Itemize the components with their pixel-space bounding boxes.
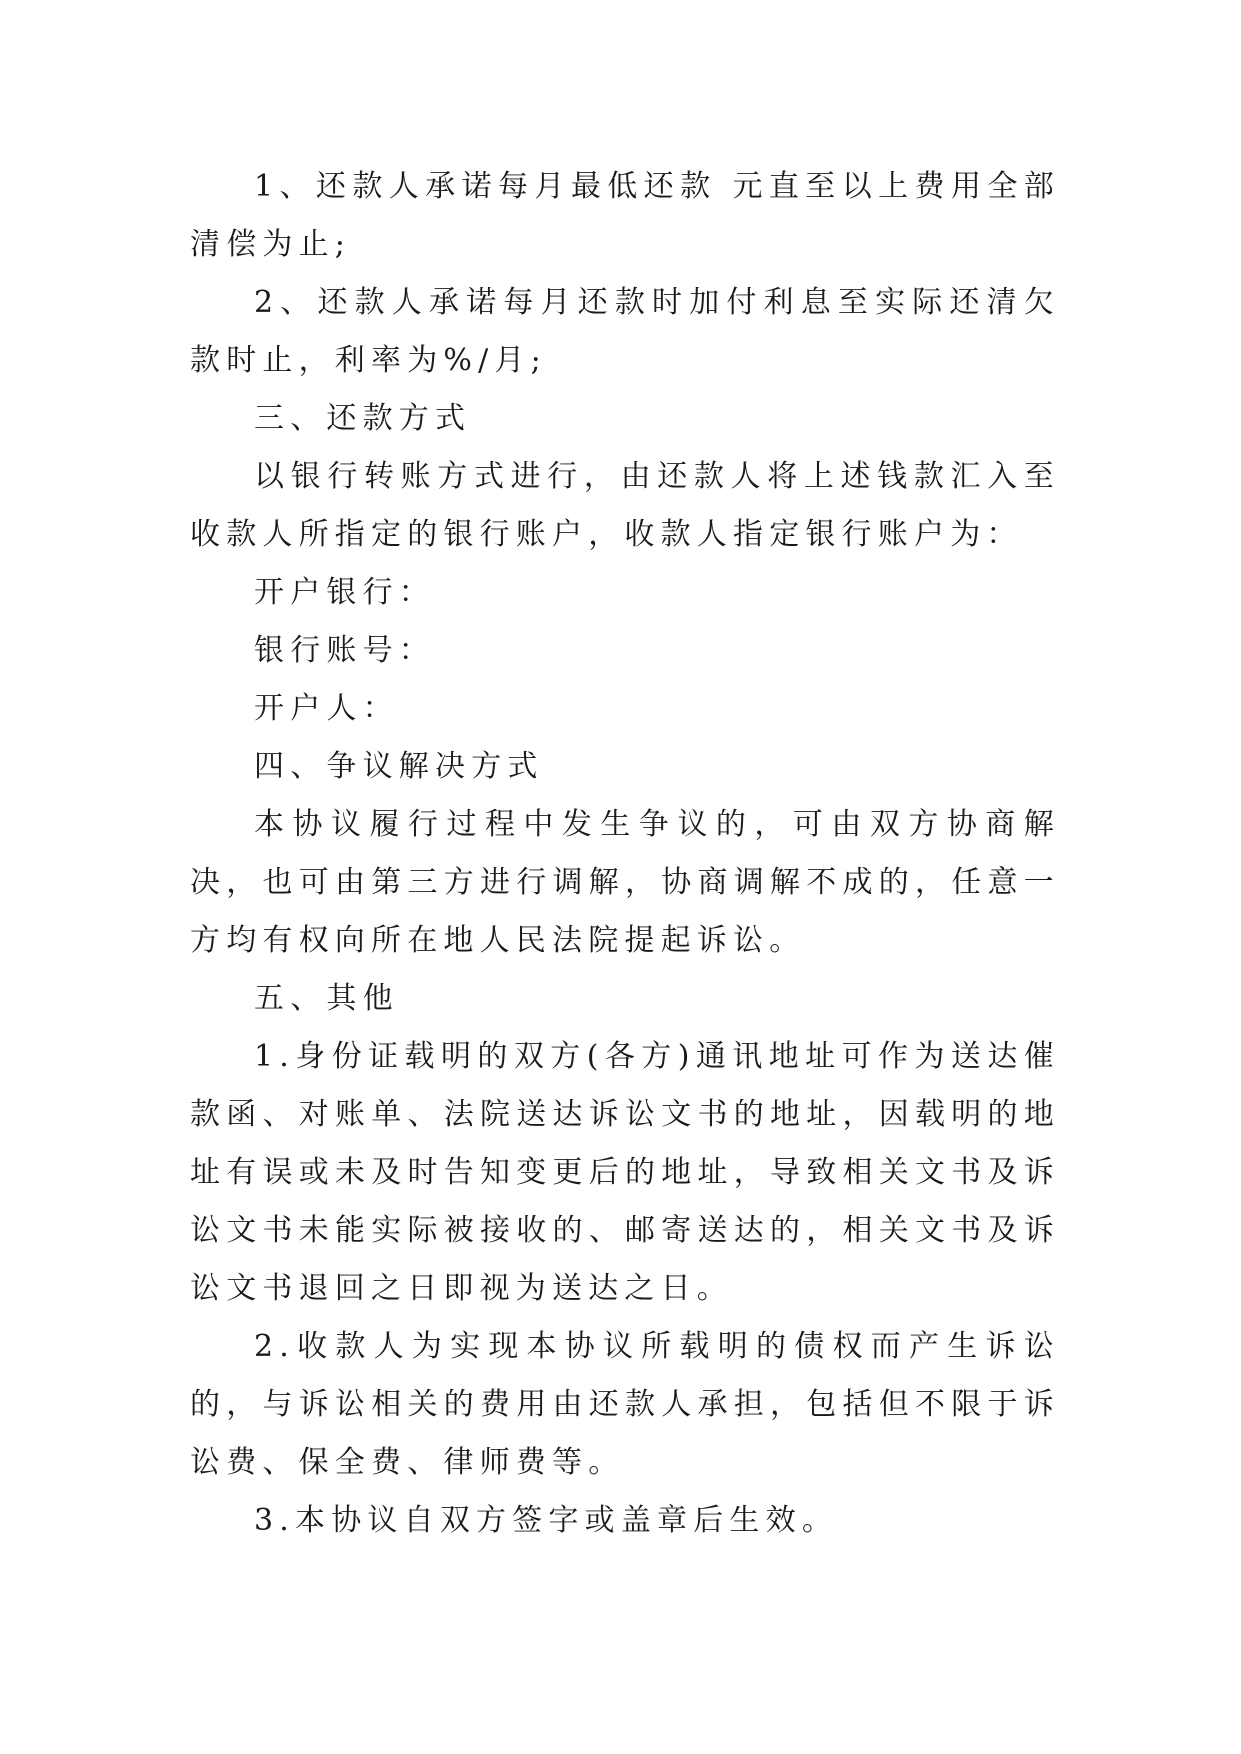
document-body xyxy=(190,158,1060,1550)
field-bank-name: 开户银行： xyxy=(254,575,435,610)
section-heading-dispute: 四、争议解决方式 xyxy=(254,749,544,784)
clause-dispute-resolution: 本协议履行过程中发生争议的，可由双方协商解决，也可由第三方进行调解，协商调解不成的，任意一方均有权向所在地人民法院提起诉讼。 xyxy=(190,807,1060,958)
section-heading-repayment-method: 三、还款方式 xyxy=(254,401,472,436)
clause-min-repayment: 1、还款人承诺每月最低还款 元直至以上费用全部清偿为止; xyxy=(190,169,1060,262)
clause-interest: 2、还款人承诺每月还款时加付利息至实际还清欠款时止，利率为%/月; xyxy=(190,285,1060,378)
section-heading-other: 五、其他 xyxy=(254,981,399,1016)
clause-service-address: 1.身份证载明的双方(各方)通讯地址可作为送达催款函、对账单、法院送达诉讼文书的地址，因载明的地址有误或未及时告知变更后的地址，导致相关文书及诉讼文书未能实际被接收的、邮寄送达的，相关文书及诉讼文书退回之日即视为送达之日。 xyxy=(190,1039,1060,1306)
clause-effective: 3.本协议自双方签字或盖章后生效。 xyxy=(254,1503,839,1538)
clause-bank-transfer: 以银行转账方式进行，由还款人将上述钱款汇入至收款人所指定的银行账户，收款人指定银行账户为： xyxy=(190,459,1060,552)
clause-litigation-costs: 2.收款人为实现本协议所载明的债权而产生诉讼的，与诉讼相关的费用由还款人承担，包括但不限于诉讼费、保全费、律师费等。 xyxy=(190,1329,1060,1480)
field-account-holder: 开户人： xyxy=(254,691,399,726)
field-account-number: 银行账号： xyxy=(254,633,435,668)
